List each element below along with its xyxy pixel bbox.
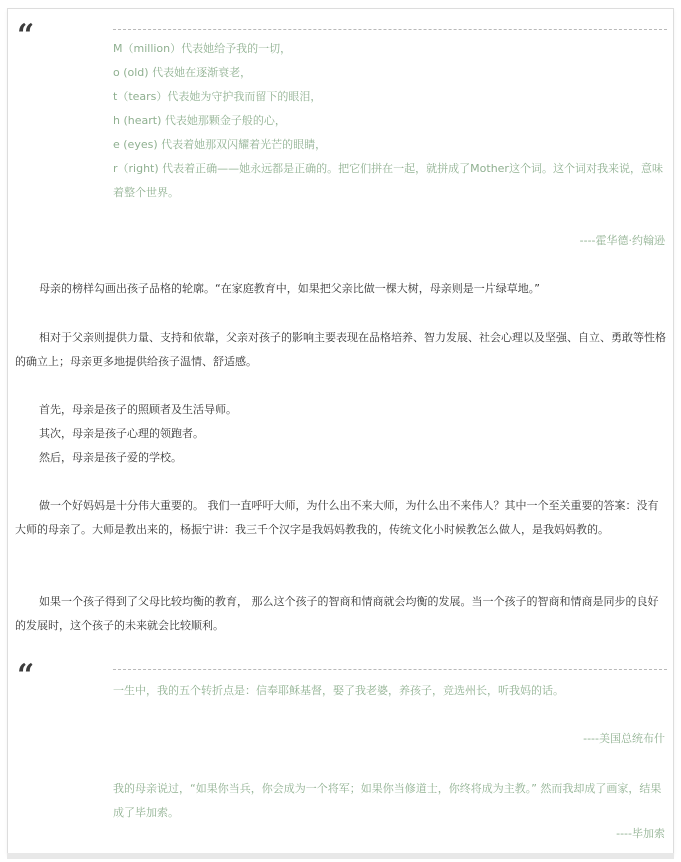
quote-attribution: ----美国总统布什 (583, 732, 665, 745)
paragraph: 其次，母亲是孩子心理的领跑者。 (39, 427, 204, 440)
quote-attribution: ----霍华德·约翰逊 (579, 234, 665, 247)
quote-line: r（right) 代表着正确——她永远都是正确的。把它们拼在一起，就拼成了Mother这个词。这个词对我来说，意味着整个世界。 (113, 162, 663, 199)
open-quote-icon: “ (17, 658, 35, 693)
quote-line: h (heart) 代表她那颗金子般的心， (113, 114, 286, 127)
paragraph: 做一个好妈妈是十分伟大重要的。 我们一直呼吁大师，为什么出不来大师，为什么出不来伟人？其中一个至关重要的答案：没有大师的母亲了。大师是教出来的，杨振宁讲：我三千个汉字是我妈妈教我的，传统文化小时候教怎么做人，是我妈妈教的。 (15, 499, 659, 536)
paragraph: 首先，母亲是孩子的照顾者及生活导师。 (39, 403, 237, 416)
open-quote-icon: “ (17, 18, 35, 53)
quote-attribution: ----毕加索 (616, 827, 665, 840)
quote-line: t（tears）代表她为守护我而留下的眼泪， (113, 90, 322, 103)
article-card (7, 8, 674, 854)
quote-line: e (eyes) 代表着她那双闪耀着光芒的眼睛， (113, 138, 327, 151)
quote-line: M（million）代表她给予我的一切， (113, 42, 292, 55)
paragraph: 相对于父亲则提供力量、支持和依靠，父亲对孩子的影响主要表现在品格培养、智力发展、社会心理以及坚强、自立、勇敢等性格的确立上；母亲更多地提供给孩子温情、舒适感。 (15, 331, 666, 368)
quote-text: 我的母亲说过，“如果你当兵，你会成为一个将军；如果你当修道士，你终将成为主教。” 然而我却成了画家，结果成了毕加索。 (113, 782, 662, 819)
quote-divider (113, 669, 667, 670)
quote-divider (113, 29, 667, 30)
paragraph: 如果一个孩子得到了父母比较均衡的教育， 那么这个孩子的智商和情商就会均衡的发展。当一个孩子的智商和情商是同步的良好的发展时，这个孩子的未来就会比较顺利。 (15, 595, 659, 632)
paragraph: 母亲的榜样勾画出孩子品格的轮廓。“在家庭教育中，如果把父亲比做一棵大树，母亲则是一片绿草地。” (39, 282, 540, 295)
card-shadow-bar (7, 853, 674, 859)
paragraph: 然后，母亲是孩子爱的学校。 (39, 451, 182, 464)
quote-text: 一生中，我的五个转折点是：信奉耶稣基督，娶了我老婆，养孩子，竞选州长，听我妈的话。 (113, 684, 564, 697)
quote-line: o (old) 代表她在逐渐衰老， (113, 66, 252, 79)
